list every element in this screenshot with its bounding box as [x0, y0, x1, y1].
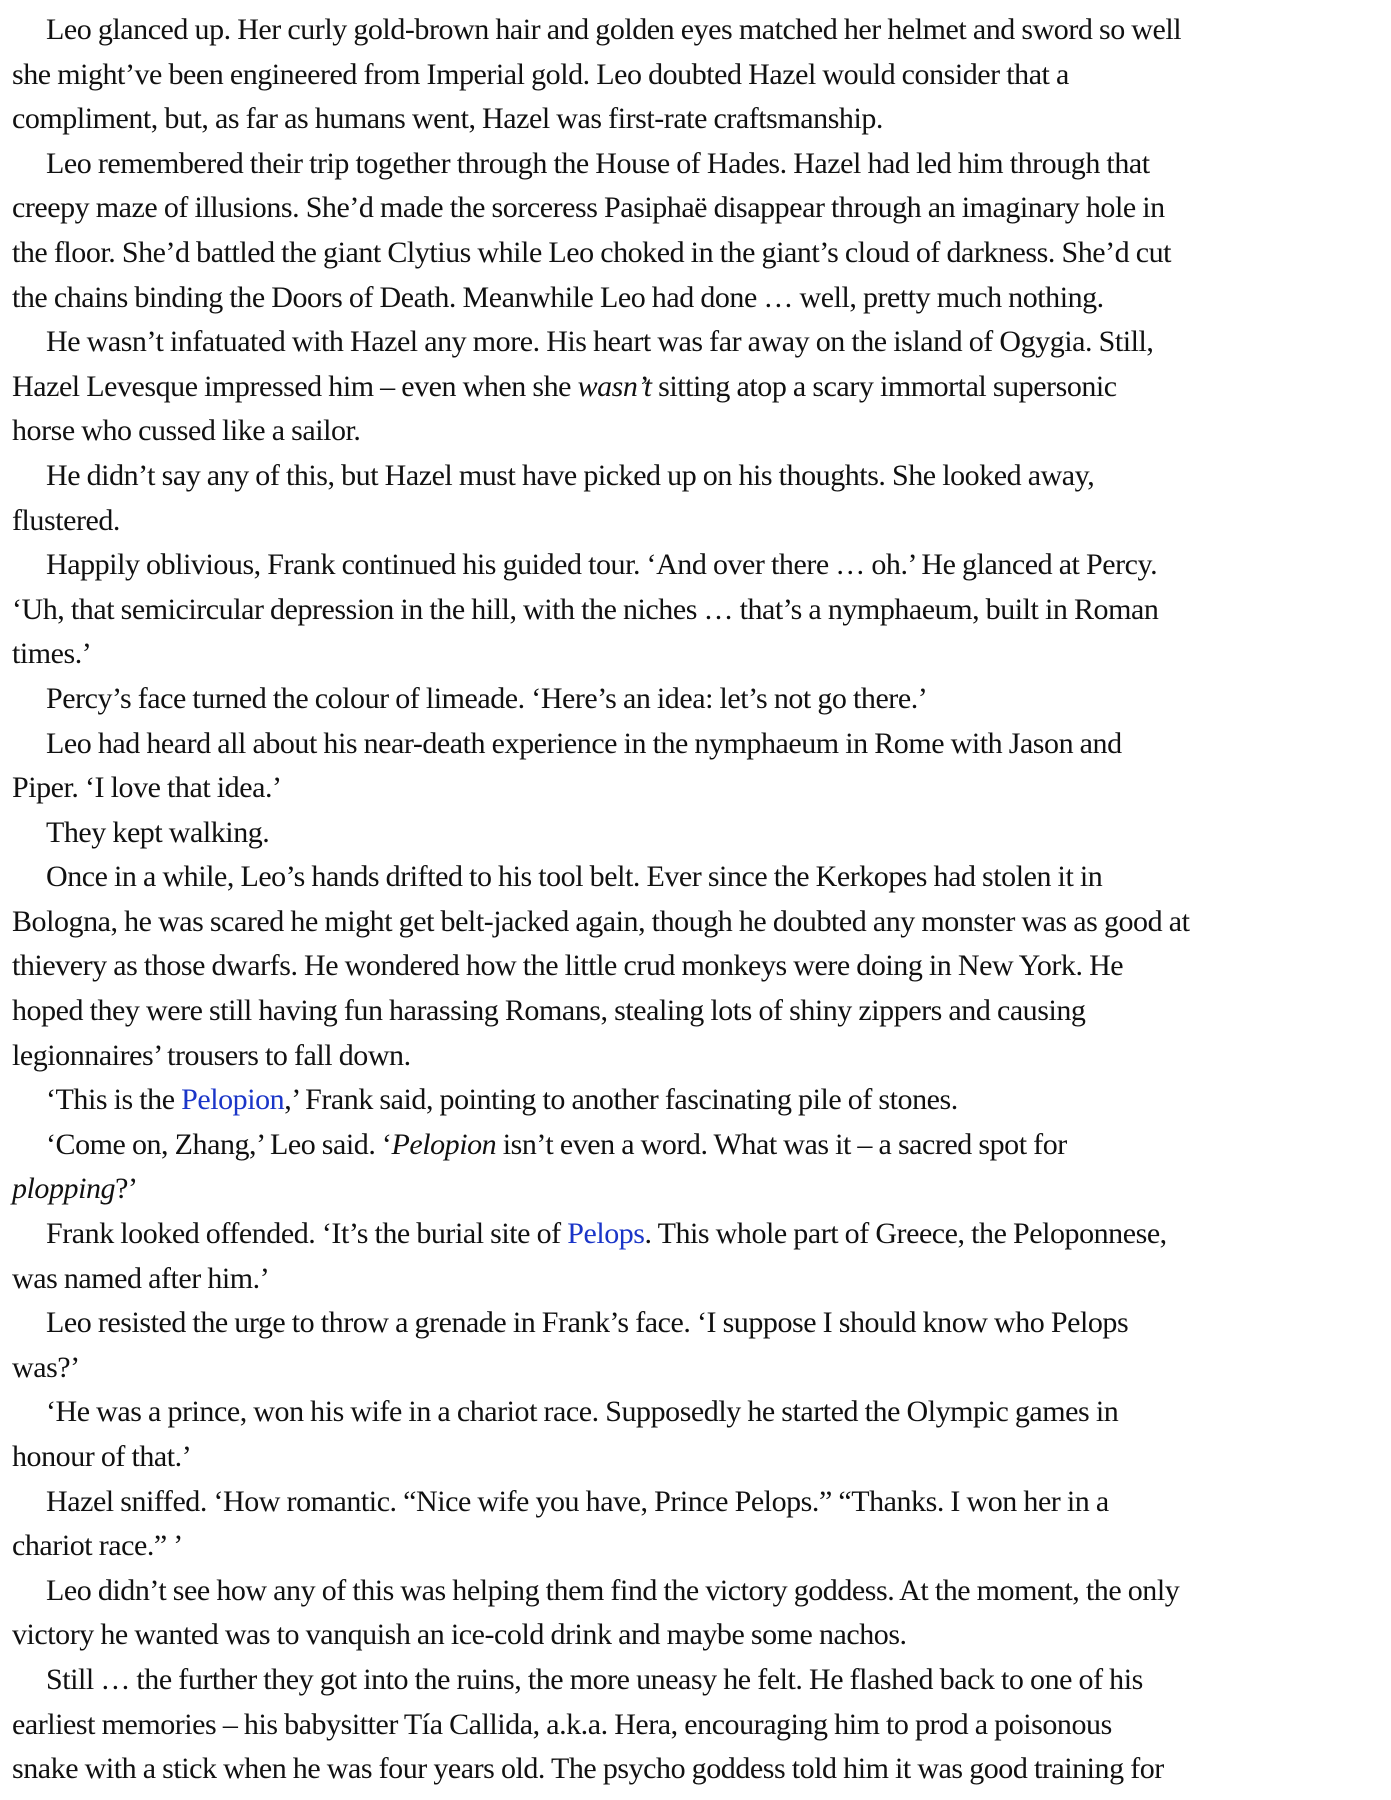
italic-text: plopping [12, 1172, 116, 1206]
text-run: They kept walking. [46, 815, 270, 849]
text-line [12, 1747, 1391, 1792]
paragraph [12, 855, 1391, 1078]
text-line [12, 1524, 1391, 1569]
text-line [12, 1613, 1391, 1658]
text-line [12, 677, 1391, 722]
paragraph [12, 811, 1391, 856]
paragraph [12, 677, 1391, 722]
text-line [12, 1257, 1391, 1302]
text-run: was named after him.’ [12, 1261, 270, 1295]
text-line [12, 1703, 1391, 1748]
paragraph [12, 454, 1391, 543]
text-run: He didn’t say any of this, but Hazel must have picked up on his thoughts. She looked away, [46, 458, 1095, 492]
text-line [12, 855, 1391, 900]
paragraph [12, 1212, 1391, 1301]
text-run: Once in a while, Leo’s hands drifted to his tool belt. Ever since the Kerkopes had stolen it in [46, 860, 1103, 894]
text-run: hoped they were still having fun harassing Romans, stealing lots of shiny zippers and causing [12, 994, 1086, 1028]
text-run: the floor. She’d battled the giant Clytius while Leo choked in the giant’s cloud of darkness. She’d cut [12, 235, 1172, 269]
text-line [12, 142, 1391, 187]
paragraph [12, 1569, 1391, 1658]
paragraph [12, 722, 1391, 811]
text-line [12, 8, 1391, 53]
paragraph [12, 8, 1391, 142]
text-line [12, 276, 1391, 321]
text-line [12, 1435, 1391, 1480]
text-line [12, 365, 1391, 410]
text-run: sitting atop a scary immortal supersonic [651, 369, 1117, 403]
text-run: ,’ Frank said, pointing to another fascinating pile of stones. [284, 1083, 958, 1117]
text-line [12, 722, 1391, 767]
text-line [12, 1034, 1391, 1079]
text-line [12, 231, 1391, 276]
paragraph [12, 1658, 1391, 1792]
text-run: snake with a stick when he was four years old. The psycho goddess told him it was good training for [12, 1752, 1164, 1786]
text-run: Frank looked offended. ‘It’s the burial site of [46, 1217, 568, 1251]
text-run: Leo didn’t see how any of this was helping them find the victory goddess. At the moment, the only [46, 1573, 1180, 1607]
text-line [12, 900, 1391, 945]
text-run: Still … the further they got into the ruins, the more uneasy he felt. He flashed back to one of his [46, 1662, 1143, 1696]
text-line [12, 1346, 1391, 1391]
text-run: Leo resisted the urge to throw a grenade in Frank’s face. ‘I suppose I should know who Pelops [46, 1306, 1129, 1340]
paragraph [12, 142, 1391, 320]
text-run: isn’t even a word. What was it – a sacred spot for [496, 1127, 1067, 1161]
text-run: ‘This is the [46, 1083, 182, 1117]
text-run: Hazel sniffed. ‘How romantic. “Nice wife you have, Prince Pelops.” “Thanks. I won her in a [46, 1484, 1109, 1518]
text-line [12, 1078, 1391, 1123]
text-line [12, 766, 1391, 811]
text-run: honour of that.’ [12, 1440, 192, 1473]
text-line [12, 588, 1391, 633]
text-run: earliest memories – his babysitter Tía Callida, a.k.a. Hera, encouraging him to prod a poisonous [12, 1707, 1112, 1741]
text-line [12, 1658, 1391, 1703]
paragraph [12, 1480, 1391, 1569]
text-line [12, 186, 1391, 231]
paragraph [12, 1390, 1391, 1479]
text-run: Leo had heard all about his near-death experience in the nymphaeum in Rome with Jason and [46, 726, 1122, 760]
text-run: . This whole part of Greece, the Peloponnese, [644, 1217, 1167, 1251]
hyperlink[interactable]: Pelops [567, 1217, 645, 1251]
text-line [12, 1569, 1391, 1614]
text-line [12, 944, 1391, 989]
italic-text: Pelopion [391, 1127, 497, 1161]
text-line [12, 543, 1391, 588]
text-run: legionnaires’ trousers to fall down. [12, 1038, 411, 1072]
text-run: ‘Come on, Zhang,’ Leo said. ‘ [46, 1127, 392, 1161]
text-line [12, 1123, 1391, 1168]
text-run: was?’ [12, 1350, 80, 1384]
hyperlink[interactable]: Pelopion [181, 1083, 285, 1117]
text-run: He wasn’t infatuated with Hazel any more. His heart was far away on the island of Ogygia. Still, [46, 325, 1154, 359]
text-run: she might’ve been engineered from Imperial gold. Leo doubted Hazel would consider that a [12, 57, 1069, 91]
italic-text: wasn’t [577, 369, 652, 403]
text-line [12, 1480, 1391, 1525]
text-run: times.’ [12, 637, 92, 671]
text-run: creepy maze of illusions. She’d made the sorceress Pasiphaë disappear through an imaginary hole in [12, 191, 1165, 225]
paragraph [12, 543, 1391, 677]
text-run: Percy’s face turned the colour of limeade. ‘Here’s an idea: let’s not go there.’ [46, 681, 928, 715]
text-run: the chains binding the Doors of Death. Meanwhile Leo had done … well, pretty much nothing. [12, 280, 1104, 314]
text-run: ?’ [115, 1172, 138, 1206]
paragraph [12, 320, 1391, 454]
text-line [12, 97, 1391, 142]
text-line [12, 989, 1391, 1034]
text-run: horse who cussed like a sailor. [12, 414, 361, 448]
text-run: ‘Uh, that semicircular depression in the hill, with the niches … that’s a nymphaeum, built in Roman [12, 592, 1159, 626]
text-line [12, 499, 1391, 544]
text-line [12, 632, 1391, 677]
text-line [12, 1301, 1391, 1346]
text-line [12, 811, 1391, 856]
paragraph [12, 1301, 1391, 1390]
paragraph [12, 1078, 1391, 1123]
text-line [12, 320, 1391, 365]
text-line [12, 409, 1391, 454]
text-run: Bologna, he was scared he might get belt-jacked again, though he doubted any monster was as good at [12, 904, 1190, 938]
text-run: victory he wanted was to vanquish an ice-cold drink and maybe some nachos. [12, 1618, 907, 1652]
text-run: Leo glanced up. Her curly gold-brown hair and golden eyes matched her helmet and sword so well [46, 13, 1182, 46]
text-run: ‘He was a prince, won his wife in a chariot race. Supposedly he started the Olympic games in [46, 1395, 1119, 1429]
text-run: Leo remembered their trip together through the House of Hades. Hazel had led him through that [46, 146, 1150, 180]
text-run: Hazel Levesque impressed him – even when she [12, 369, 578, 403]
paragraph [12, 1123, 1391, 1212]
text-line [12, 1167, 1391, 1212]
text-run: chariot race.” ’ [12, 1529, 183, 1563]
text-line [12, 1390, 1391, 1435]
text-line [12, 454, 1391, 499]
text-run: thievery as those dwarfs. He wondered how the little crud monkeys were doing in New York. He [12, 949, 1124, 983]
text-run: Piper. ‘I love that idea.’ [12, 771, 282, 805]
text-line [12, 1212, 1391, 1257]
text-run: flustered. [12, 503, 120, 537]
text-run: Happily oblivious, Frank continued his guided tour. ‘And over there … oh.’ He glanced at Percy. [46, 548, 1158, 582]
text-line [12, 53, 1391, 98]
text-run: compliment, but, as far as humans went, Hazel was first-rate craftsmanship. [12, 102, 883, 136]
